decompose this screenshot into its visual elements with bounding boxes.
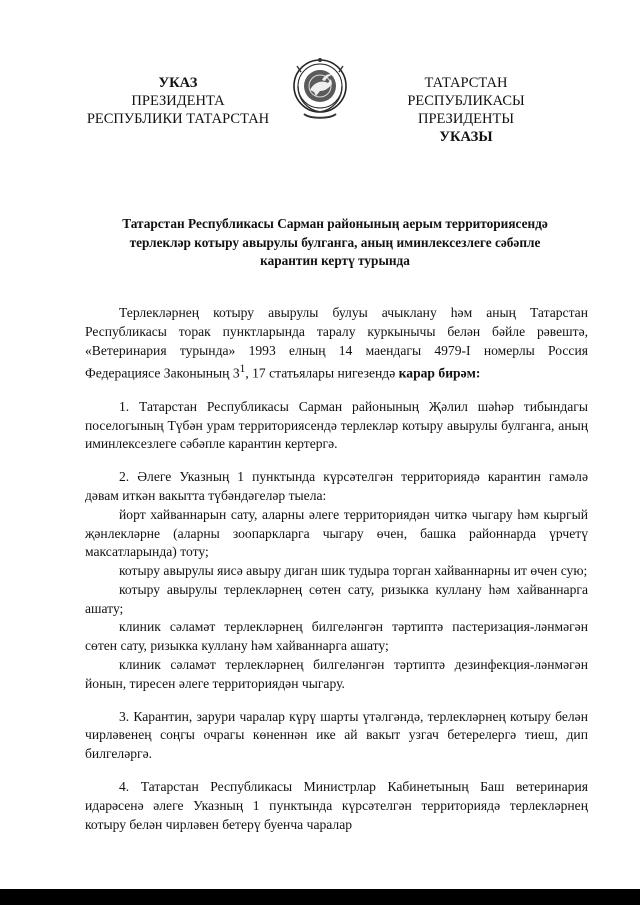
document-title xyxy=(85,215,585,271)
item-4-paragraph: 4. Татарстан Республикасы Министрлар Кабинетының Баш ветеринария идарәсенә әлеге Указның 1 пунктында күрсәтелгән территориядә терлекләрнең котыру белән чирләвен бетерү буенча чаралар xyxy=(85,779,588,832)
item-2-intro: 2. Әлеге Указның 1 пунктында күрсәтелгән территориядә карантин гамәлә дәвам иткән вакытта түбәндәгеләр тыела: xyxy=(85,469,588,503)
header-left-line-1: УКАЗ xyxy=(158,75,198,91)
item-2-clause-2: котыру авырулы яисә авыру диган шик тудыра торган хайваннарны ит өчен сую; xyxy=(119,563,588,579)
title-line-3: карантин кертү турында xyxy=(260,253,410,268)
title-line-1: Татарстан Республикасы Сарман районының аерым территориясендә xyxy=(122,216,548,231)
header-left-line-3: РЕСПУБЛИКИ ТАТАРСТАН xyxy=(86,111,270,127)
item-2-clause-3: котыру авырулы терлекләрнең сөтен сату, ризыкка куллану һәм хайваннарга ашату; xyxy=(85,581,588,616)
preamble-paragraph xyxy=(85,304,588,384)
header-right-line-3: УКАЗЫ xyxy=(439,129,493,145)
decree-phrase: карар бирәм: xyxy=(398,365,481,381)
header-tatar xyxy=(366,74,566,146)
document-body xyxy=(85,304,588,834)
preamble-superscript: 1 xyxy=(239,363,246,376)
tatarstan-coat-of-arms-icon xyxy=(292,56,348,122)
preamble-text: Терлекләрнең котыру авырулы булуы ачыклану һәм аның Татарстан Республикасы торак пунктларында таралу куркынычы белән бәйле рәвештә, «Ветеринария турында» 1993 елның 14 маендагы 4979-I номерлы Россия Федерациясе Законының 3 xyxy=(85,305,588,381)
preamble-text-continued: , 17 статьялары нигезендә xyxy=(245,365,399,381)
header-right-line-2: ПРЕЗИДЕНТЫ xyxy=(417,111,515,127)
header-right-line-1: ТАТАРСТАН РЕСПУБЛИКАСЫ xyxy=(407,75,525,109)
header-russian xyxy=(78,74,278,128)
item-3-paragraph: 3. Карантин, зарури чаралар күрү шарты үтәлгәндә, терлекләрнең котыру белән чирләвенең соңгы очрагы көненнән ике ай вакыт узгач бетерелергә тиеш, дип билгеләргә. xyxy=(85,708,588,762)
item-2-clause-4: клиник сәламәт терлекләрнең билгеләнгән тәртиптә пастеризация-ләнмәгән сөтен сату, ризыкка куллану һәм хайваннарга ашату; xyxy=(85,619,588,654)
scan-edge-bar xyxy=(0,889,640,905)
item-1-paragraph: 1. Татарстан Республикасы Сарман районының Җәлил шәһәр тибындагы поселогының Түбән урам территориясендә терлекләр котыру авырулы булганга, аның иминлексезлеге сәбәпле карантин кертергә. xyxy=(85,398,588,452)
item-2-clause-5: клиник сәламәт терлекләрнең билгеләнгән тәртиптә дезинфекция-ләнмәгән йонын, тиресен әлеге территориядән чыгару. xyxy=(85,657,588,691)
item-2-clause-1: йорт хайваннарын сату, аларны әлеге территориядән читкә чыгару һәм кыргый җәнлекләрне (аларны зоопаркларга чыгару өчен, башка районнарда үрчетү максатларында) тоту; xyxy=(85,506,588,560)
header-left-line-2: ПРЕЗИДЕНТА xyxy=(131,93,225,109)
title-line-2: терлекләр котыру авырулы булганга, аның иминлексезлеге сәбәпле xyxy=(129,234,541,250)
